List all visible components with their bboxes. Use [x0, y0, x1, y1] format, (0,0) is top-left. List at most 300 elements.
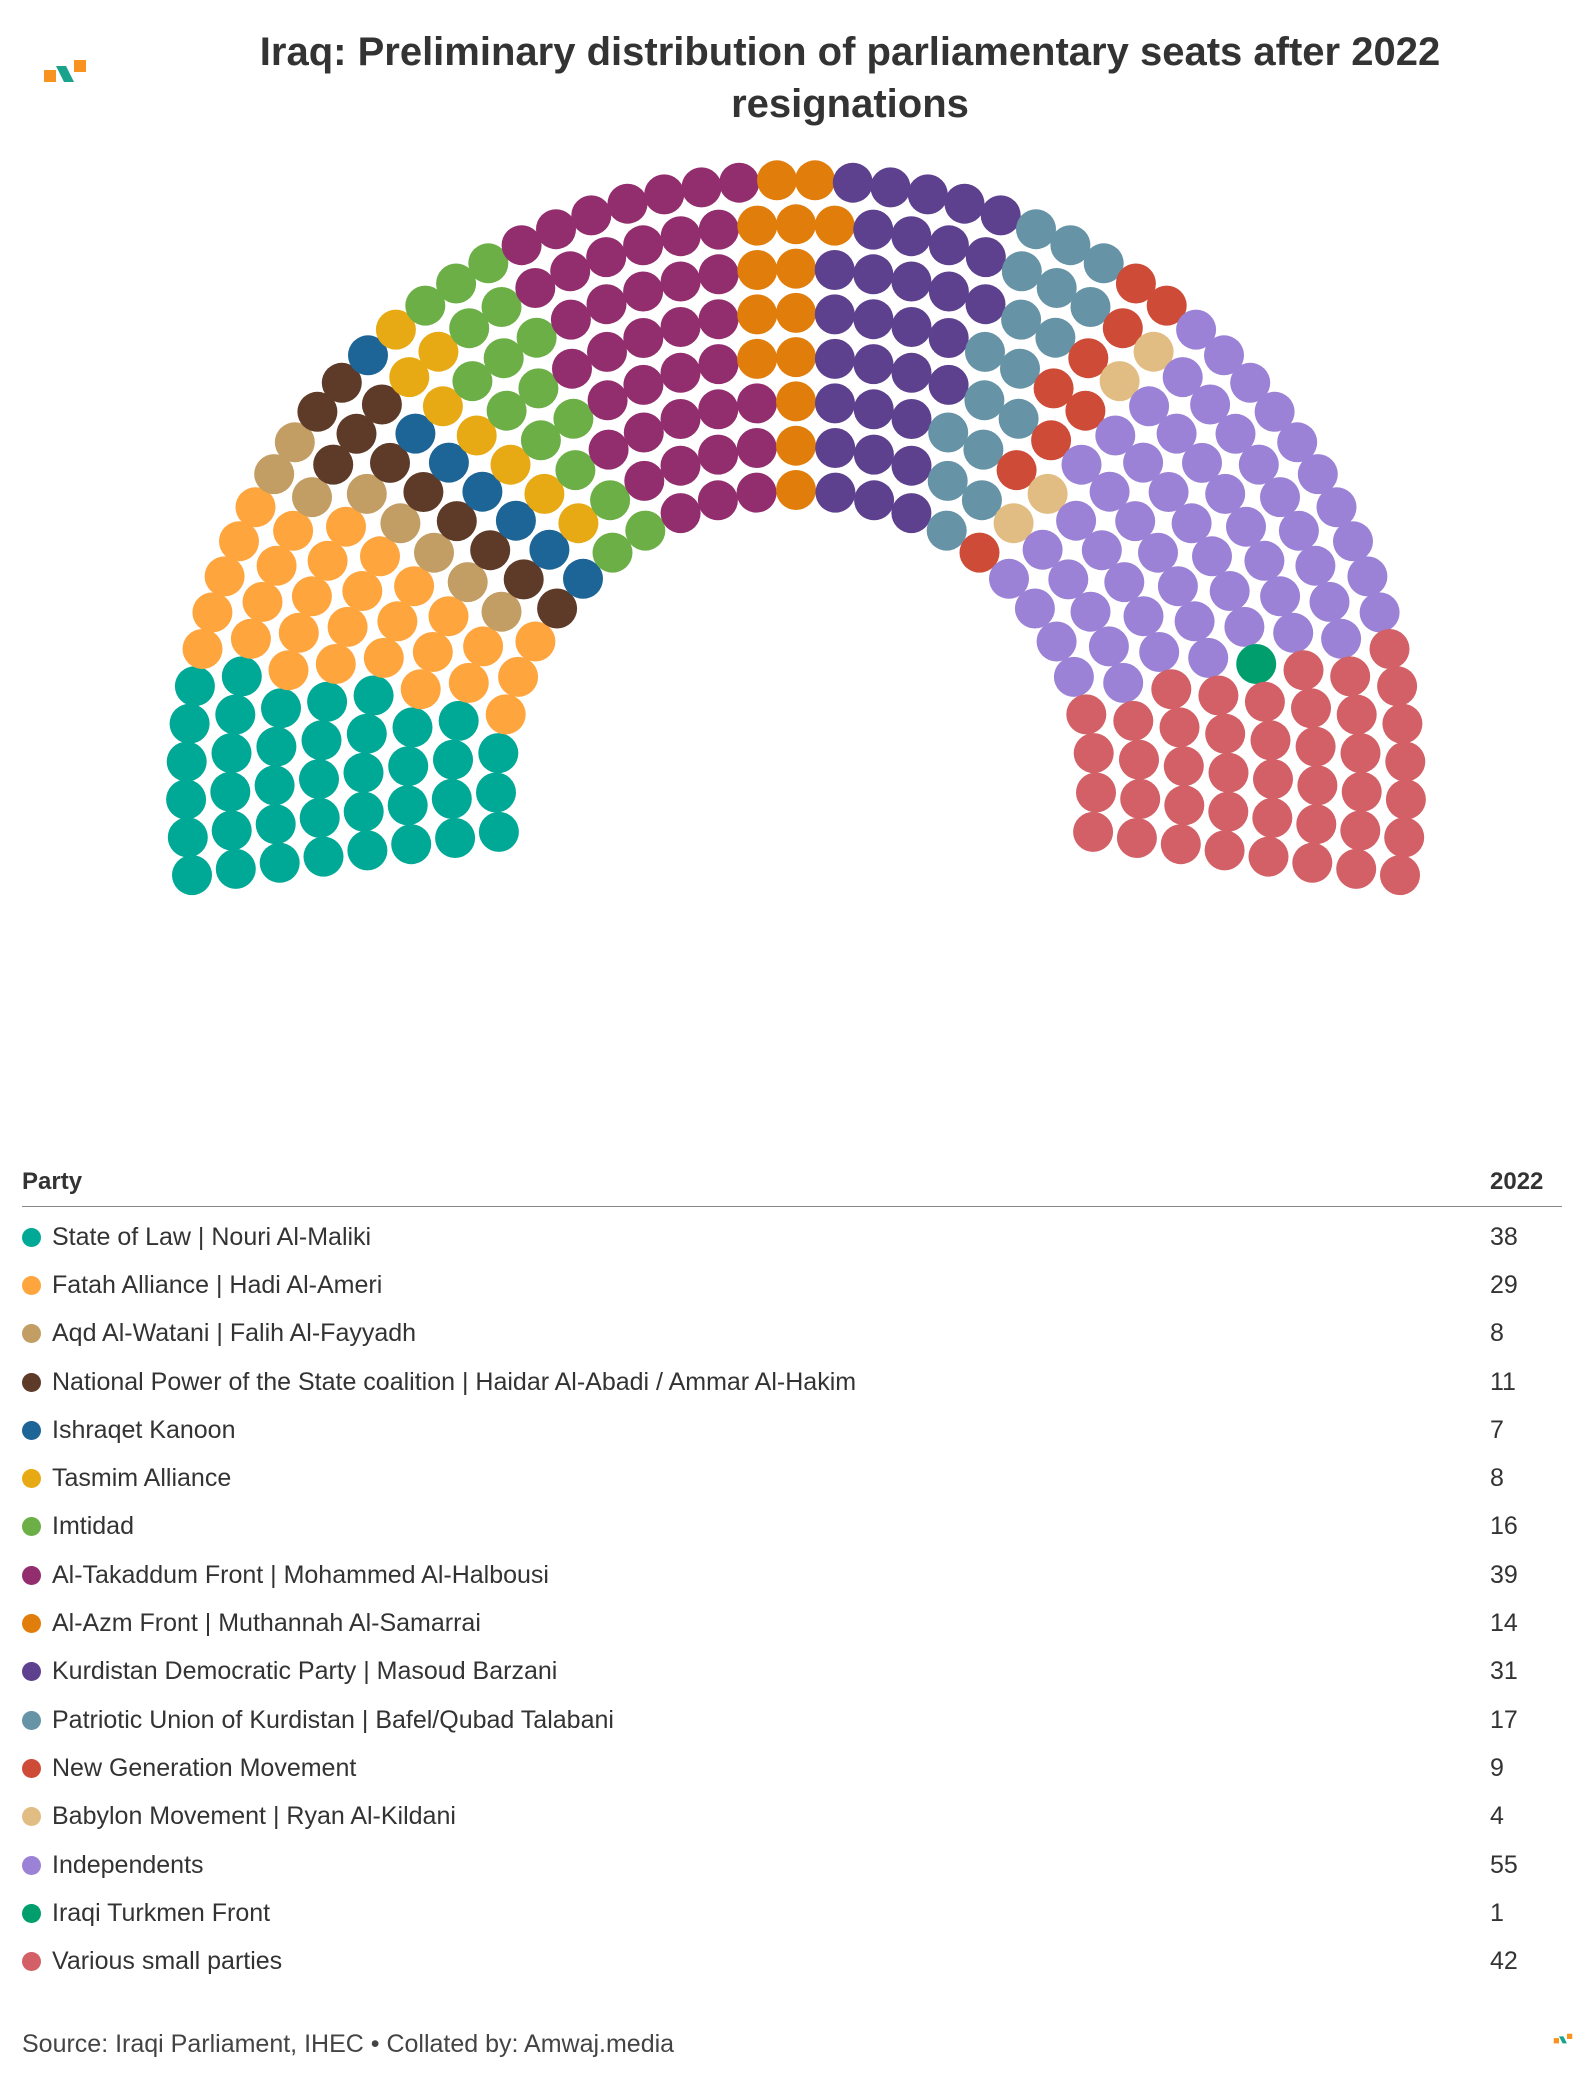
seat-dot: [1192, 536, 1232, 576]
legend-party-name: Al-Azm Front | Muthannah Al-Samarrai: [52, 1609, 481, 1638]
legend-seat-count: 9: [1490, 1753, 1504, 1782]
seat-dot: [757, 160, 797, 200]
seat-dot: [1164, 785, 1204, 825]
seat-dot: [776, 470, 816, 510]
seat-dot: [299, 759, 339, 799]
seat-dot: [587, 284, 627, 324]
seat-dot: [815, 473, 855, 513]
seat-dot: [1382, 704, 1422, 744]
seat-dot: [273, 511, 313, 551]
legend-row: [22, 1937, 1562, 1985]
seat-dot: [1016, 209, 1056, 249]
seat-dot: [1333, 521, 1373, 561]
seat-dot: [854, 435, 894, 475]
seat-dot: [1188, 638, 1228, 678]
legend-header: [22, 1168, 1562, 1207]
seat-dot: [231, 619, 271, 659]
legend-swatch-icon: [22, 1711, 41, 1730]
seat-dot: [1138, 533, 1178, 573]
seat-dot: [1205, 830, 1245, 870]
seat-dot: [795, 160, 835, 200]
seat-dot: [377, 601, 417, 641]
seat-dot: [661, 399, 701, 439]
seat-dot: [623, 318, 663, 358]
seat-dot: [205, 556, 245, 596]
seat-dot: [871, 167, 911, 207]
seat-dot: [1198, 676, 1238, 716]
seat-dot: [698, 389, 738, 429]
seat-dot: [1066, 694, 1106, 734]
seat-dot: [479, 812, 519, 852]
seat-dot: [854, 480, 894, 520]
legend-row: [22, 1599, 1562, 1647]
seat-dot: [1001, 300, 1041, 340]
seat-dot: [737, 206, 777, 246]
seat-dot: [344, 792, 384, 832]
seat-dot: [478, 733, 518, 773]
seat-dot: [1321, 619, 1361, 659]
seat-dot: [1377, 666, 1417, 706]
seat-dot: [304, 837, 344, 877]
seat-dot: [1048, 559, 1088, 599]
seat-dot: [892, 446, 932, 486]
seat-dot: [593, 533, 633, 573]
legend-seat-count: 4: [1490, 1802, 1504, 1831]
seat-dot: [981, 195, 1021, 235]
seat-dot: [587, 332, 627, 372]
seat-dot: [1291, 688, 1331, 728]
seat-dot: [1119, 740, 1159, 780]
legend-seat-count: 16: [1490, 1512, 1518, 1541]
seat-dot: [1120, 779, 1160, 819]
seat-dot: [776, 381, 816, 421]
legend-label: [22, 1464, 231, 1493]
legend-label: [22, 1368, 856, 1397]
legend-swatch-icon: [22, 1421, 41, 1440]
legend-party-name: Kurdistan Democratic Party | Masoud Barzani: [52, 1657, 558, 1686]
seat-dot: [1124, 596, 1164, 636]
seat-dot: [413, 632, 453, 672]
seat-dot: [1113, 701, 1153, 741]
seat-dot: [1347, 556, 1387, 596]
seat-dot: [1160, 707, 1200, 747]
seat-dot: [776, 337, 816, 377]
seat-dot: [307, 682, 347, 722]
seat-dot: [243, 582, 283, 622]
seat-dot: [1251, 720, 1291, 760]
seat-dot: [682, 167, 722, 207]
seat-dot: [555, 450, 595, 490]
seat-dot: [502, 225, 542, 265]
seat-dot: [737, 339, 777, 379]
seat-dot: [463, 626, 503, 666]
seat-dot: [624, 461, 664, 501]
seat-dot: [552, 349, 592, 389]
seat-dot: [498, 657, 538, 697]
seat-dot: [1297, 765, 1337, 805]
seat-dot: [1279, 511, 1319, 551]
legend-label: [22, 1609, 481, 1638]
legend-swatch-icon: [22, 1276, 41, 1295]
legend-row: [22, 1310, 1562, 1358]
seat-dot: [945, 184, 985, 224]
seat-dot: [167, 742, 207, 782]
seat-dot: [1284, 650, 1324, 690]
seat-dot: [661, 493, 701, 533]
seat-dot: [928, 413, 968, 453]
seat-dot: [590, 480, 630, 520]
seat-dot: [1103, 663, 1143, 703]
seat-dot: [256, 804, 296, 844]
seat-dot: [623, 225, 663, 265]
seat-dot: [1260, 477, 1300, 517]
seat-dot: [815, 206, 855, 246]
seat-dot: [1224, 607, 1264, 647]
legend-party-name: State of Law | Nouri Al-Maliki: [52, 1222, 372, 1251]
seat-dot: [963, 430, 1003, 470]
seat-dot: [192, 592, 232, 632]
legend-party-name: Imtidad: [52, 1512, 134, 1541]
logo-bar-orange: [44, 70, 56, 82]
legend-row: [22, 1406, 1562, 1454]
seat-dot: [737, 383, 777, 423]
seat-dot: [588, 380, 628, 420]
legend-row: [22, 1358, 1562, 1406]
seat-dot: [354, 676, 394, 716]
seat-dot: [1384, 817, 1424, 857]
seat-dot: [699, 299, 739, 339]
seat-dot: [482, 287, 522, 327]
seat-dot: [279, 613, 319, 653]
legend-seat-count: 7: [1490, 1415, 1504, 1444]
seat-dot: [929, 225, 969, 265]
seat-dot: [439, 701, 479, 741]
seat-dot: [908, 174, 948, 214]
seat-dot: [316, 644, 356, 684]
legend-seat-count: 8: [1490, 1464, 1504, 1493]
seat-dot: [853, 254, 893, 294]
legend-label: [22, 1561, 549, 1590]
seat-dot: [550, 251, 590, 291]
seat-dot: [166, 780, 206, 820]
seat-dot: [1002, 251, 1042, 291]
seat-dot: [1310, 582, 1350, 622]
legend-seat-count: 8: [1490, 1319, 1504, 1348]
legend-row: [22, 1648, 1562, 1696]
seat-dot: [737, 294, 777, 334]
legend-row: [22, 1889, 1562, 1937]
seat-dot: [644, 174, 684, 214]
legend-swatch-icon: [22, 1469, 41, 1488]
seat-dot: [928, 461, 968, 501]
seat-dot: [292, 576, 332, 616]
legend-party-name: Iraqi Turkmen Front: [52, 1898, 271, 1927]
brand-logo-small-icon: [1552, 2030, 1574, 2048]
seat-dot: [302, 720, 342, 760]
seat-dot: [429, 596, 469, 636]
seat-dot: [737, 428, 777, 468]
legend-swatch-icon: [22, 1807, 41, 1826]
legend-label: [22, 1512, 134, 1541]
seat-dot: [518, 368, 558, 408]
logo-bar-orange-2: [74, 60, 86, 72]
seat-dot: [623, 365, 663, 405]
seat-dot: [965, 332, 1005, 372]
legend-party-name: Al-Takaddum Front | Mohammed Al-Halbousi: [52, 1560, 549, 1589]
seat-dot: [344, 753, 384, 793]
parliament-chart: [0, 150, 1592, 1110]
seat-dot: [1054, 657, 1094, 697]
legend-party-name: Babylon Movement | Ryan Al-Kildani: [52, 1802, 456, 1831]
seat-dot: [1249, 837, 1289, 877]
seat-dot: [1205, 714, 1245, 754]
chart-title: Iraq: Preliminary distribution of parliamentary seats after 2022 resignations: [259, 30, 1441, 126]
seat-dot: [892, 353, 932, 393]
seat-dot: [892, 307, 932, 347]
legend-seat-count: 29: [1490, 1270, 1518, 1299]
seat-dot: [1330, 656, 1370, 696]
seat-dot: [1337, 695, 1377, 735]
seat-dot: [1151, 669, 1191, 709]
legend-label: [22, 1899, 270, 1928]
seat-dot: [1236, 644, 1276, 684]
seat-dot: [661, 216, 701, 256]
seat-dot: [892, 399, 932, 439]
seat-dot: [815, 383, 855, 423]
seat-dot: [476, 773, 516, 813]
seat-dot: [256, 727, 296, 767]
seat-dot: [260, 843, 300, 883]
seat-dot: [1210, 571, 1250, 611]
legend-swatch-icon: [22, 1566, 41, 1585]
legend-row: [22, 1551, 1562, 1599]
legend-seat-count: 39: [1490, 1560, 1518, 1589]
legend-label: [22, 1754, 356, 1783]
logo-small-slash-teal: [1559, 2036, 1567, 2043]
legend-party-name: Tasmim Alliance: [52, 1464, 232, 1493]
seat-dot: [170, 704, 210, 744]
seat-dot: [215, 695, 255, 735]
legend-seat-count: 31: [1490, 1657, 1518, 1686]
legend-label: [22, 1657, 557, 1686]
legend-seat-count: 38: [1490, 1222, 1518, 1251]
seat-dot: [776, 293, 816, 333]
legend-row: [22, 1503, 1562, 1551]
seat-dot: [853, 210, 893, 250]
seat-dot: [1260, 576, 1300, 616]
legend-seat-count: 11: [1490, 1367, 1516, 1396]
seat-dot: [1386, 780, 1426, 820]
legend-seat-count: 55: [1490, 1850, 1518, 1879]
seat-dot: [699, 254, 739, 294]
seat-dot: [1370, 629, 1410, 669]
legend-header-party: Party: [22, 1168, 83, 1195]
logo-small-bar-orange-2: [1567, 2034, 1572, 2039]
legend-swatch-icon: [22, 1228, 41, 1247]
legend-rows: [22, 1207, 1562, 1986]
seat-dot: [1172, 503, 1212, 543]
legend-swatch-icon: [22, 1614, 41, 1633]
seat-dot: [1175, 601, 1215, 641]
seat-dot: [1037, 622, 1077, 662]
seat-dot: [1226, 507, 1266, 547]
seat-dot: [360, 536, 400, 576]
seat-dot: [517, 318, 557, 358]
seat-dot: [966, 237, 1006, 277]
seat-dot: [308, 541, 348, 581]
seat-dot: [393, 707, 433, 747]
seat-dot: [929, 365, 969, 405]
seat-dot: [515, 268, 555, 308]
seat-dot: [815, 339, 855, 379]
legend-seat-count: 1: [1490, 1898, 1504, 1927]
seat-dot: [1273, 613, 1313, 653]
legend-party-name: Ishraqet Kanoon: [52, 1415, 236, 1444]
legend-label: [22, 1851, 204, 1880]
seat-dot: [737, 250, 777, 290]
seat-dot: [624, 413, 664, 453]
seat-dot: [1253, 759, 1293, 799]
seat-dot: [401, 669, 441, 709]
seat-dot: [1158, 566, 1198, 606]
legend-swatch-icon: [22, 1662, 41, 1681]
legend-party-name: Patriotic Union of Kurdistan | Bafel/Qubad Talabani: [52, 1705, 614, 1734]
seat-dot: [1089, 626, 1129, 666]
logo-slash-teal: [56, 66, 74, 82]
seat-dot: [1073, 812, 1113, 852]
legend-swatch-icon: [22, 1324, 41, 1343]
seat-dot: [719, 163, 759, 203]
seat-dot: [891, 262, 931, 302]
seat-dot: [1317, 487, 1357, 527]
seat-dot: [1380, 855, 1420, 895]
seat-dot: [661, 262, 701, 302]
seat-dot: [1296, 804, 1336, 844]
legend-swatch-icon: [22, 1952, 41, 1971]
seat-dot: [347, 830, 387, 870]
legend-swatch-icon: [22, 1856, 41, 1875]
seat-dot: [927, 511, 967, 551]
seat-dot: [1074, 733, 1114, 773]
seat-dot: [210, 772, 250, 812]
seat-dot: [486, 694, 526, 734]
seat-dot: [1245, 682, 1285, 722]
seat-dot: [776, 249, 816, 289]
seat-dot: [929, 272, 969, 312]
seat-dot: [891, 493, 931, 533]
seat-dot: [433, 740, 473, 780]
seat-dot: [432, 779, 472, 819]
legend-table: [22, 1168, 1562, 1986]
seat-dot: [1342, 772, 1382, 812]
seat-dot: [347, 714, 387, 754]
legend-seat-count: 17: [1490, 1705, 1518, 1734]
seat-dot: [1161, 824, 1201, 864]
legend-party-name: Fatah Alliance | Hadi Al-Ameri: [52, 1270, 383, 1299]
legend-row: [22, 1213, 1562, 1261]
legend-swatch-icon: [22, 1904, 41, 1923]
seat-dot: [623, 272, 663, 312]
legend-seat-count: 14: [1490, 1609, 1518, 1638]
seat-dot: [1341, 733, 1381, 773]
seat-dot: [1164, 746, 1204, 786]
seat-dot: [482, 592, 522, 632]
legend-row: [22, 1261, 1562, 1309]
legend-swatch-icon: [22, 1759, 41, 1778]
legend-row: [22, 1454, 1562, 1502]
seat-dot: [394, 566, 434, 606]
seat-dot: [212, 811, 252, 851]
legend-seat-count: 42: [1490, 1947, 1518, 1976]
seat-dot: [300, 798, 340, 838]
seat-dot: [342, 571, 382, 611]
seat-dot: [776, 204, 816, 244]
legend-party-name: National Power of the State coalition | Haidar Al-Abadi / Ammar Al-Hakim: [52, 1367, 857, 1396]
seat-dot: [553, 399, 593, 439]
seat-dot: [1296, 727, 1336, 767]
seat-dot: [929, 318, 969, 358]
legend-label: [22, 1416, 235, 1445]
seat-dot: [1037, 268, 1077, 308]
seat-dot: [699, 344, 739, 384]
source-note: Source: Iraqi Parliament, IHEC • Collated by: Amwaj.media: [22, 2030, 675, 2058]
seat-dot: [1244, 541, 1284, 581]
seat-dot: [1360, 592, 1400, 632]
legend-row: [22, 1696, 1562, 1744]
seat-dot: [1071, 592, 1111, 632]
legend-label: [22, 1271, 382, 1300]
seat-dot: [815, 250, 855, 290]
legend-party-name: Various small parties: [52, 1947, 283, 1976]
seat-dot: [222, 656, 262, 696]
seat-dot: [625, 511, 665, 551]
legend-party-name: Aqd Al-Watani | Falih Al-Fayyadh: [52, 1319, 417, 1348]
seat-dot: [833, 163, 873, 203]
legend-party-name: Independents: [52, 1850, 204, 1879]
legend-label: [22, 1706, 614, 1735]
seat-dot: [435, 818, 475, 858]
seat-dot: [261, 688, 301, 728]
seat-dot: [515, 622, 555, 662]
seat-dot: [853, 299, 893, 339]
seat-dot: [449, 663, 489, 703]
seat-dot: [391, 824, 431, 864]
seat-dot: [388, 746, 428, 786]
legend-row: [22, 1793, 1562, 1841]
seat-dot: [257, 546, 297, 586]
seat-dot: [589, 430, 629, 470]
seat-dot: [966, 284, 1006, 324]
seat-dot: [586, 237, 626, 277]
seat-dot: [661, 307, 701, 347]
seat-dot: [1139, 632, 1179, 672]
seat-dot: [551, 300, 591, 340]
brand-logo-icon: [40, 52, 90, 92]
seat-dot: [1000, 349, 1040, 389]
seat-dot: [1292, 843, 1332, 883]
seat-dot: [854, 389, 894, 429]
seat-dot: [571, 195, 611, 235]
seat-dot: [172, 855, 212, 895]
seat-dot: [183, 629, 223, 669]
seat-dot: [815, 428, 855, 468]
seat-dot: [815, 294, 855, 334]
seat-dot: [216, 849, 256, 889]
seat-dot: [388, 785, 428, 825]
seat-dot: [1015, 589, 1055, 629]
legend-swatch-icon: [22, 1373, 41, 1392]
seat-dot: [219, 521, 259, 561]
